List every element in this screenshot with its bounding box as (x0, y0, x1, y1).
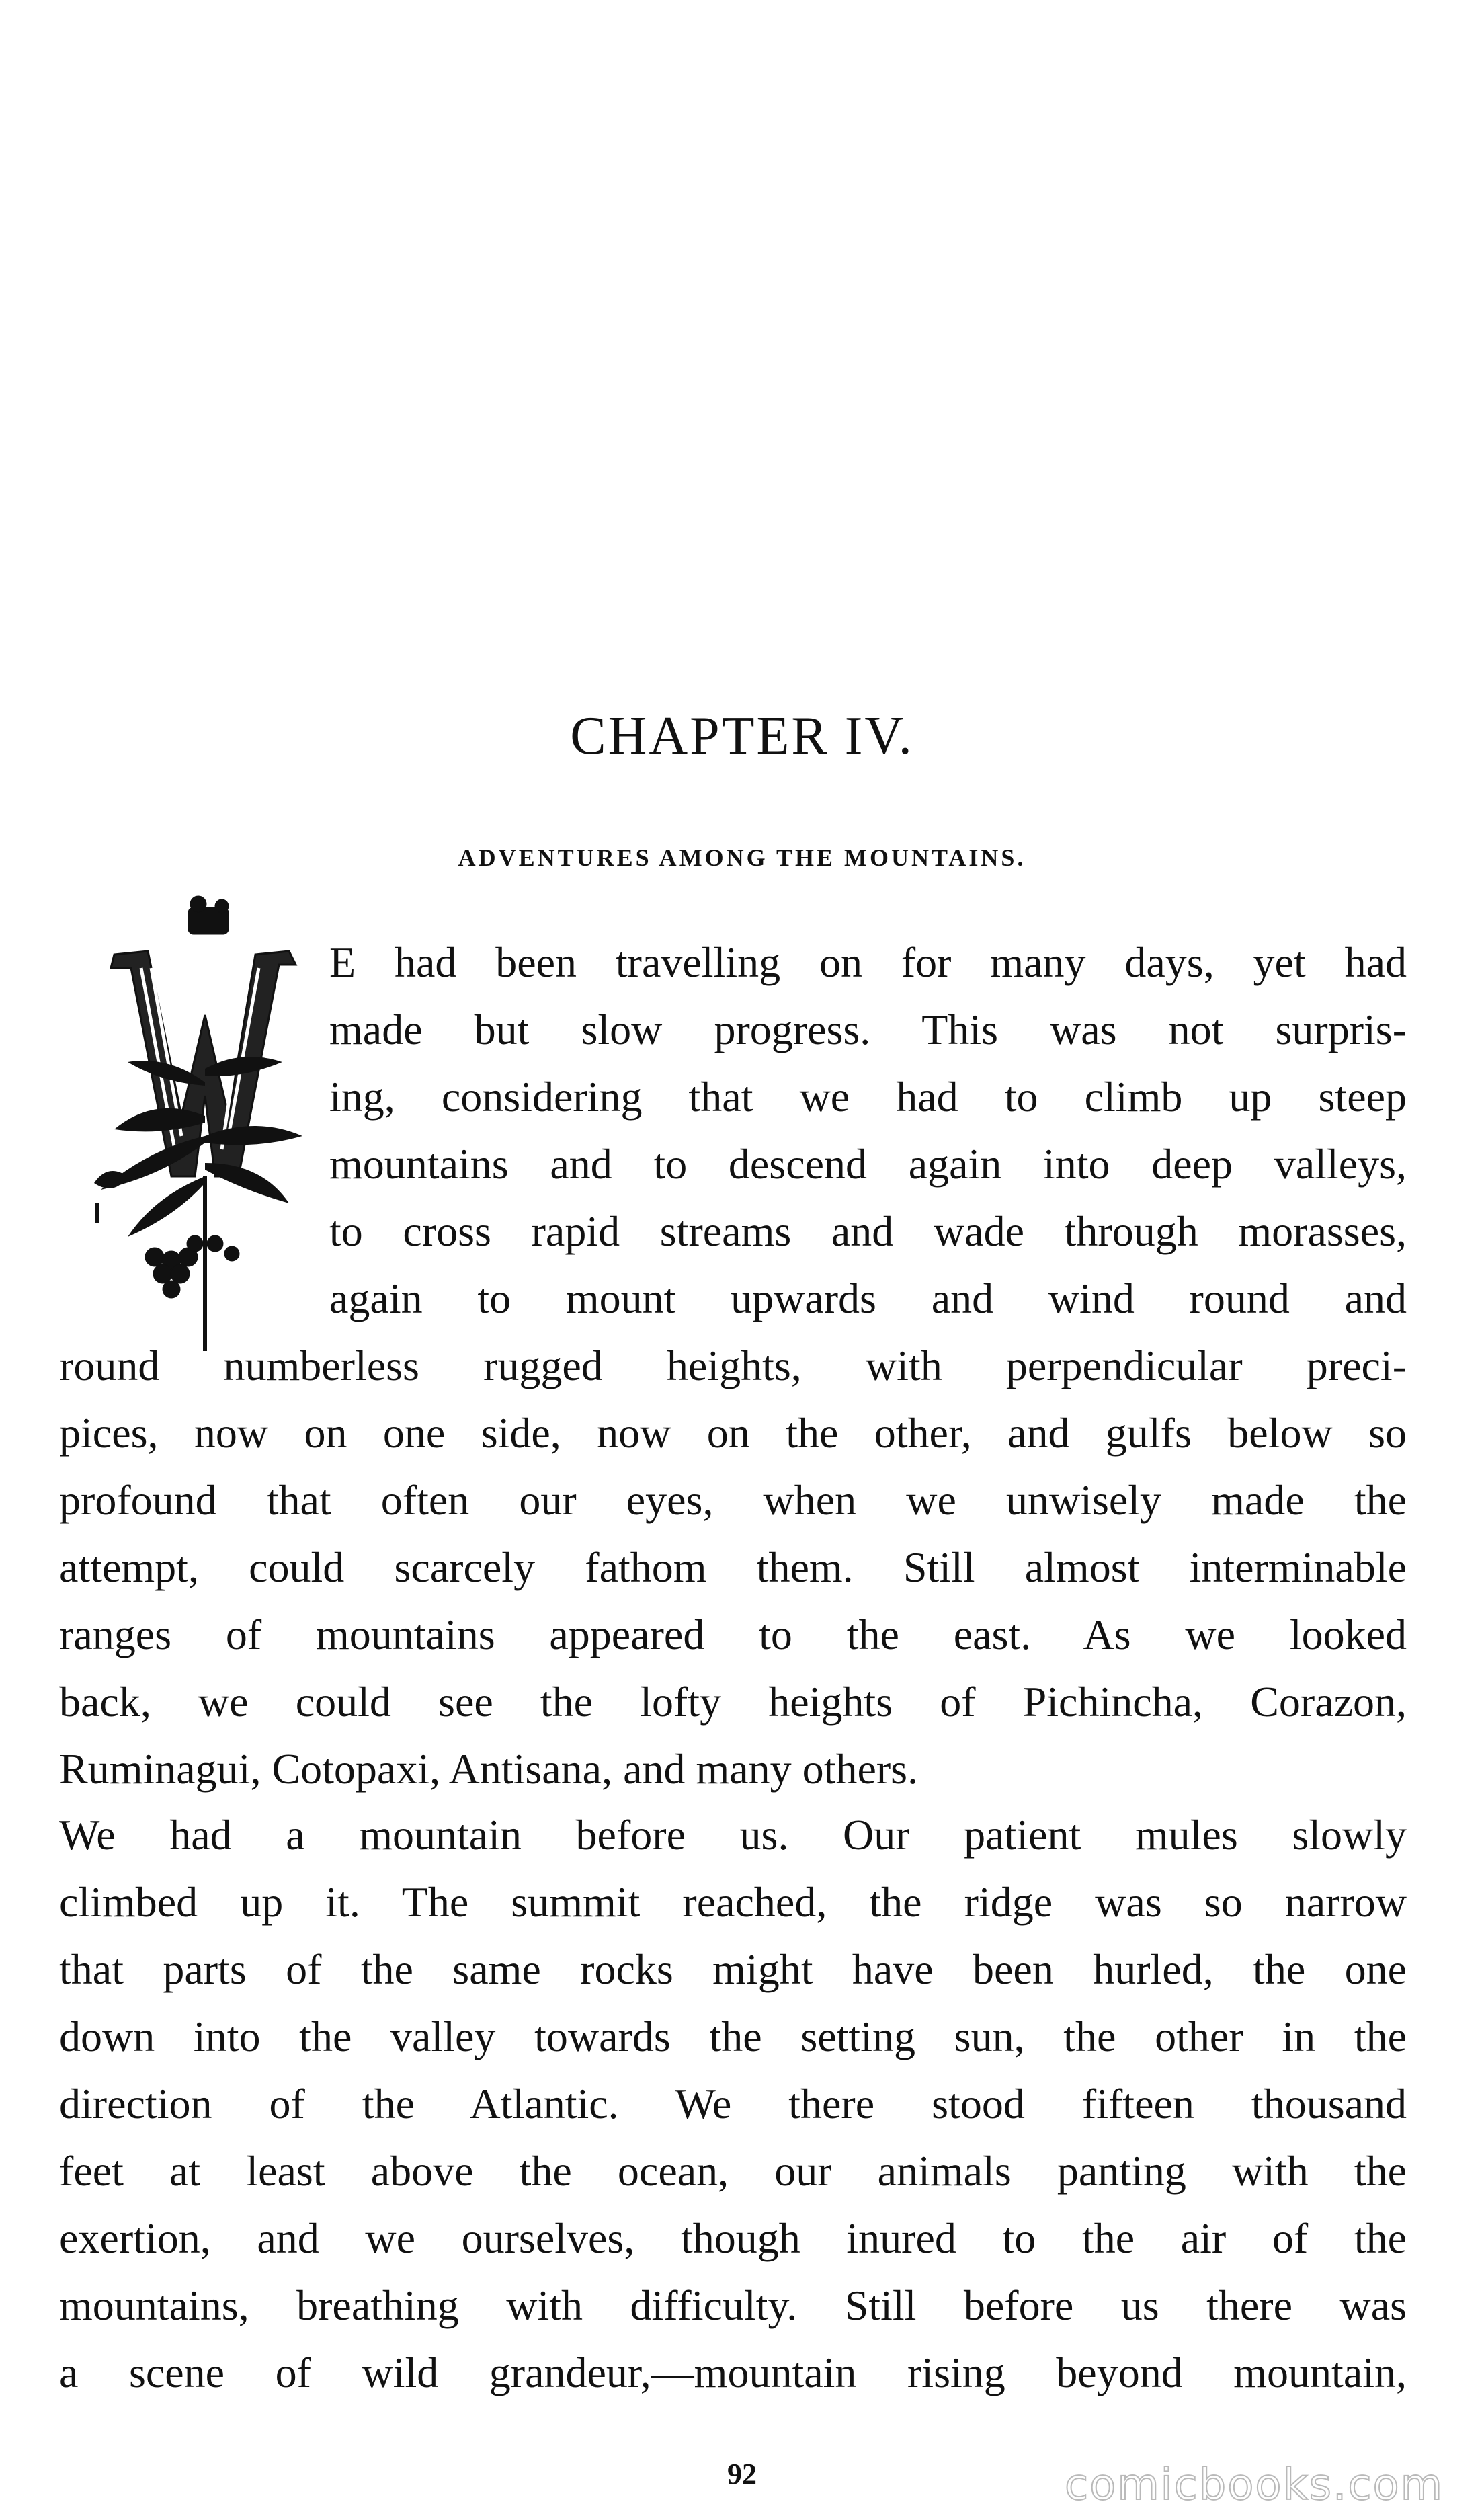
text-line: exertion, and we ourselves, though inured to the air of the (59, 2214, 1407, 2262)
page-number: 92 (727, 2458, 757, 2490)
text-line: We had a mountain before us. Our patient mules slowly (59, 1811, 1407, 1859)
text-line: climbed up it. The summit reached, the ridge was so narrow (59, 1878, 1407, 1926)
text-line: made but slow progress. This was not surpris- (329, 1006, 1407, 1053)
text-line: profound that often our eyes, when we unwisely made the (59, 1476, 1407, 1524)
chapter-title: CHAPTER IV. (570, 706, 914, 766)
text-line: again to mount upwards and wind round and (329, 1274, 1407, 1322)
paragraph-2 (59, 1801, 1407, 2406)
text-line: a scene of wild grandeur,—mountain rising beyond mountain, (59, 2349, 1407, 2396)
chapter-subtitle: ADVENTURES AMONG THE MOUNTAINS. (458, 844, 1026, 871)
paragraph-1-full-lines (59, 1332, 1407, 1803)
text-line: that parts of the same rocks might have been hurled, the one (59, 1945, 1407, 1993)
text-line: round numberless rugged heights, with perpendicular preci- (59, 1342, 1407, 1389)
text-line: direction of the Atlantic. We there stood fifteen thousand (59, 2080, 1407, 2127)
text-line: back, we could see the lofty heights of Pichincha, Corazon, (59, 1678, 1407, 1726)
text-line: E had been travelling on for many days, yet had (329, 938, 1407, 986)
text-line: mountains, breathing with difficulty. Still before us there was (59, 2281, 1407, 2329)
text-line: pices, now on one side, now on the other, and gulfs below so (59, 1409, 1407, 1457)
decorated-initial-w (87, 894, 309, 1351)
text-line: ranges of mountains appeared to the east. As we looked (59, 1611, 1407, 1658)
text-line: to cross rapid streams and wade through morasses, (329, 1207, 1407, 1255)
text-line: down into the valley towards the setting sun, the other in the (59, 2013, 1407, 2060)
watermark: comicbooks.com (1064, 2460, 1444, 2510)
text-line: feet at least above the ocean, our animals panting with the (59, 2147, 1407, 2195)
paragraph-1-wrapped-lines (329, 929, 1407, 1332)
foliage-ornament-icon (87, 894, 309, 1351)
text-line: ing, considering that we had to climb up steep (329, 1073, 1407, 1121)
text-line: attempt, could scarcely fathom them. Still almost interminable (59, 1543, 1407, 1591)
text-line: Ruminagui, Cotopaxi, Antisana, and many others. (59, 1745, 919, 1793)
text-line: mountains and to descend again into deep valleys, (329, 1140, 1407, 1188)
